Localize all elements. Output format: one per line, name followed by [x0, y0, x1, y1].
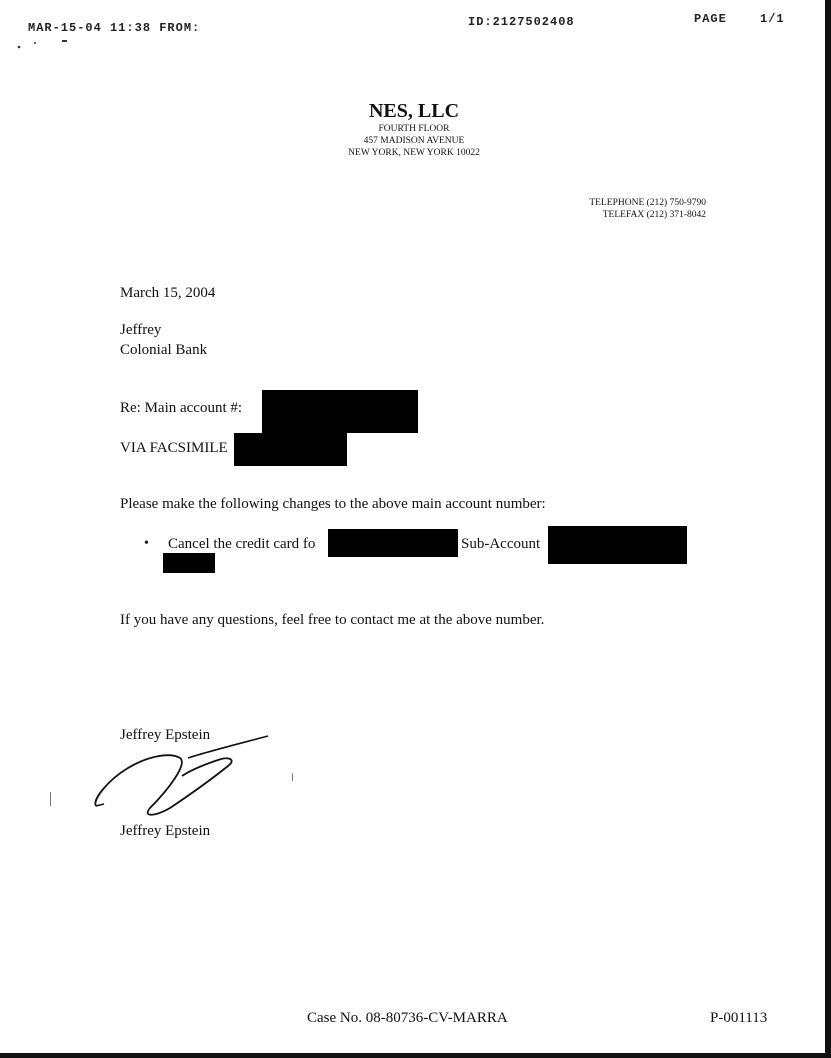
scan-mark-left [50, 792, 51, 806]
scan-mark-center [292, 773, 293, 781]
signer-name-bottom: Jeffrey Epstein [120, 823, 211, 839]
bates-number: P-001113 [710, 1010, 768, 1026]
address-city: NEW YORK, NEW YORK 10022 [348, 148, 480, 158]
scan-edge-bottom [0, 1053, 831, 1058]
letterhead-block [300, 99, 528, 159]
fax-timestamp: MAR-15-04 11:38 FROM: [28, 21, 201, 35]
scan-edge-right [825, 0, 831, 1058]
fax-id: ID:2127502408 [468, 15, 575, 29]
bullet-icon: • [144, 536, 149, 551]
recipient-name: Jeffrey [120, 322, 162, 338]
address-street: 457 MADISON AVENUE [363, 136, 465, 146]
redaction-subaccount-continued [163, 553, 215, 573]
signature-image [88, 730, 278, 820]
redaction-fax-number [234, 433, 347, 466]
intro-paragraph: Please make the following changes to the above main account number: [120, 496, 546, 512]
fax-page-value: 1/1 [760, 12, 785, 26]
company-name: NES, LLC [368, 100, 460, 122]
redaction-account-number [262, 390, 418, 433]
contact-block [556, 197, 706, 221]
fax-page-label: PAGE [694, 12, 727, 26]
address-floor: FOURTH FLOOR [378, 124, 450, 134]
redaction-subaccount-number [548, 526, 687, 564]
redaction-card-holder [328, 529, 458, 557]
recipient-org: Colonial Bank [120, 342, 208, 358]
signer-name-top: Jeffrey Epstein [120, 727, 211, 743]
bullet-text-start: Cancel the credit card fo [168, 536, 316, 552]
re-line: Re: Main account #: [120, 400, 243, 416]
telephone: TELEPHONE (212) 750-9790 [589, 198, 706, 208]
via-line: VIA FACSIMILE [120, 440, 228, 456]
closing-paragraph: If you have any questions, feel free to contact me at the above number. [120, 612, 545, 628]
bullet-text-subaccount: Sub-Account [461, 536, 541, 552]
case-number: Case No. 08-80736-CV-MARRA [307, 1010, 508, 1026]
scan-specks [15, 38, 75, 52]
letter-date: March 15, 2004 [120, 285, 216, 301]
telefax: TELEFAX (212) 371-8042 [602, 210, 706, 220]
